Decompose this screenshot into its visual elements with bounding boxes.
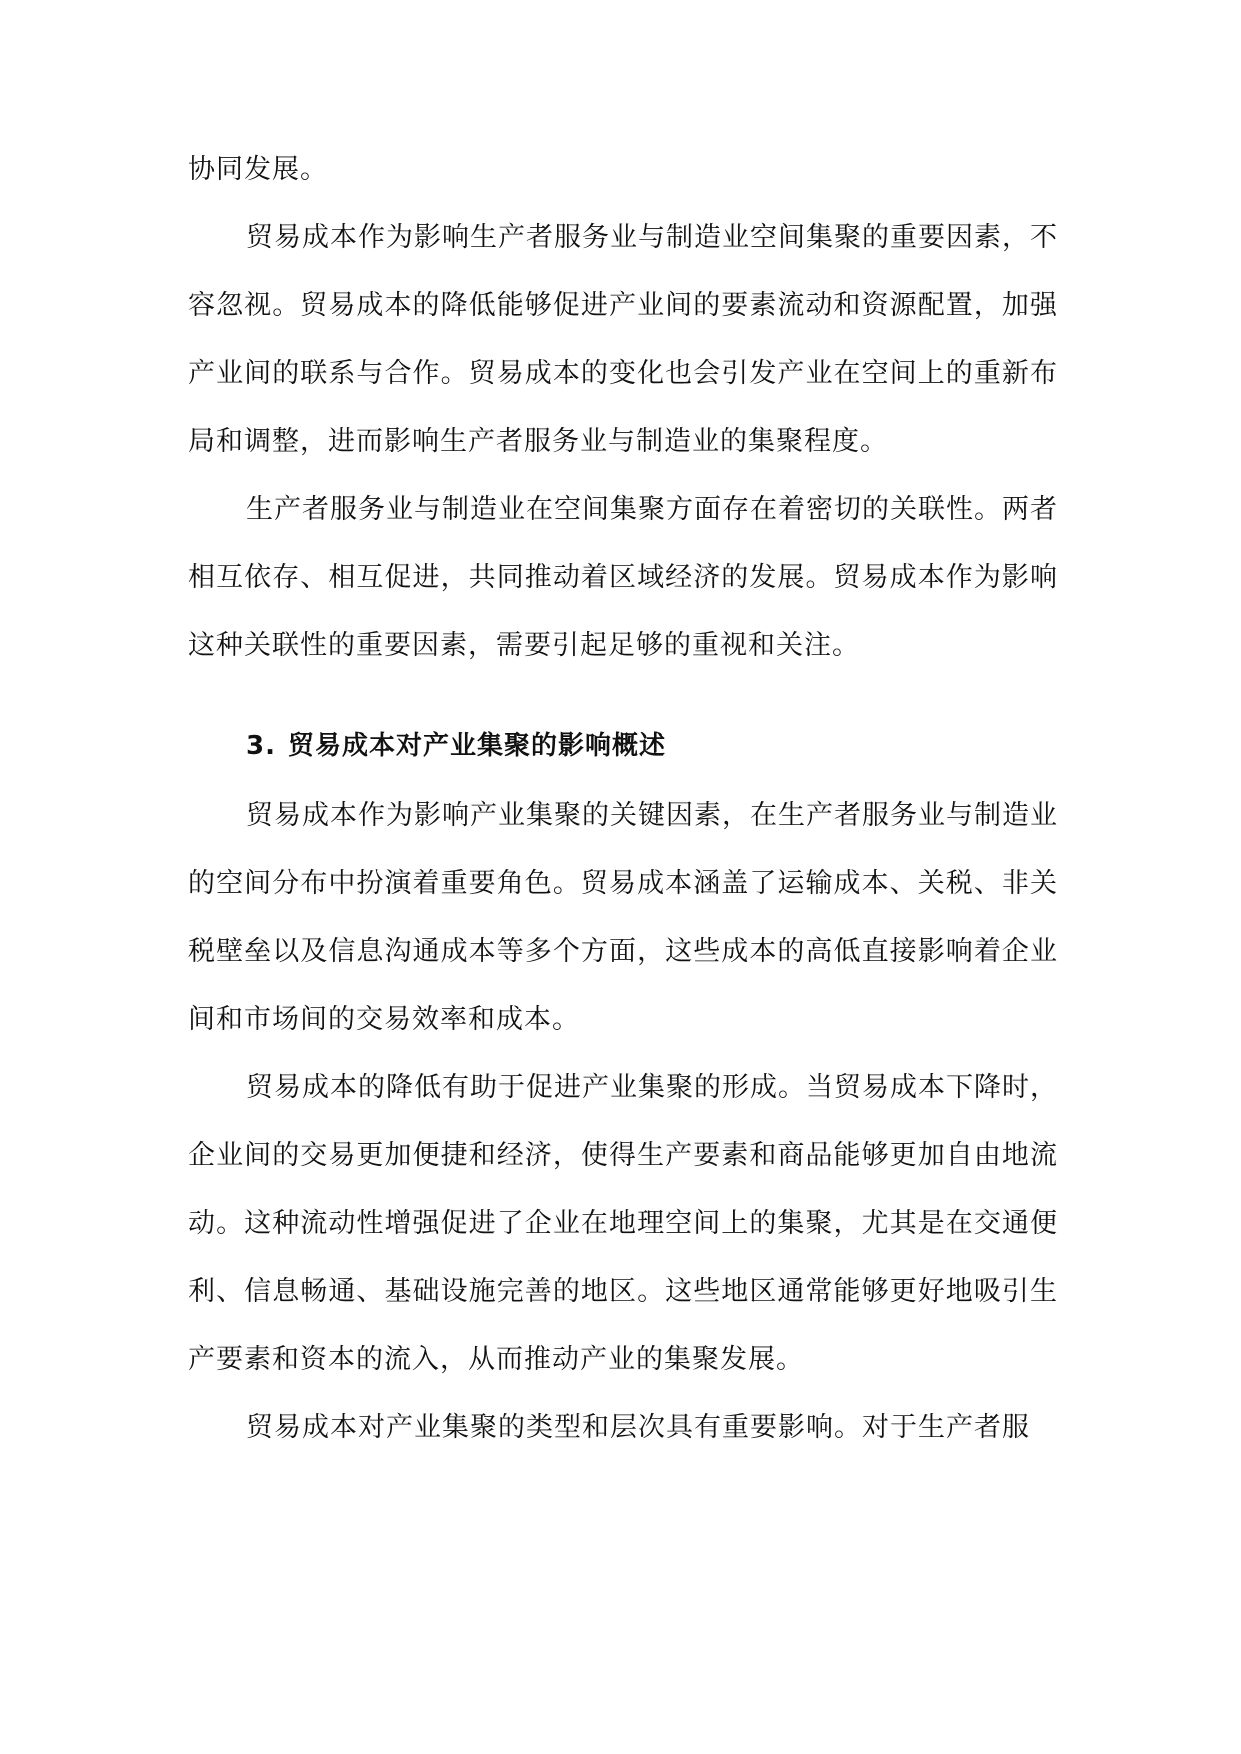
paragraph-spatial-correlation: 生产者服务业与制造业在空间集聚方面存在着密切的关联性。两者相互依存、相互促进，共同推动着区域经济的发展。贸易成本作为影响这种关联性的重要因素，需要引起足够的重视和关注。 (188, 494, 1058, 661)
paragraph-trade-cost-importance: 贸易成本作为影响生产者服务业与制造业空间集聚的重要因素，不容忽视。贸易成本的降低能够促进产业间的要素流动和资源配置，加强产业间的联系与合作。贸易成本的变化也会引发产业在空间上的重新布局和调整，进而影响生产者服务业与制造业的集聚程度。 (188, 222, 1058, 457)
document-body (188, 136, 1058, 1462)
section-title: 贸易成本对产业集聚的影响概述 (287, 731, 666, 761)
paragraph-cluster-types: 贸易成本对产业集聚的类型和层次具有重要影响。对于生产者服 (246, 1412, 1030, 1443)
section-heading (188, 710, 1058, 782)
paragraph-cost-reduction-effect: 贸易成本的降低有助于促进产业集聚的形成。当贸易成本下降时，企业间的交易更加便捷和经济，使得生产要素和商品能够更加自由地流动。这种流动性增强促进了企业在地理空间上的集聚，尤其是在交通便利、信息畅通、基础设施完善的地区。这些地区通常能够更好地吸引生产要素和资本的流入，从而推动产业的集聚发展。 (188, 1072, 1058, 1375)
paragraph-trade-cost-overview: 贸易成本作为影响产业集聚的关键因素，在生产者服务业与制造业的空间分布中扮演着重要角色。贸易成本涵盖了运输成本、关税、非关税壁垒以及信息沟通成本等多个方面，这些成本的高低直接影响着企业间和市场间的交易效率和成本。 (188, 800, 1058, 1035)
paragraph-continuation: 协同发展。 (188, 154, 328, 185)
section-number: 3. (246, 731, 276, 761)
